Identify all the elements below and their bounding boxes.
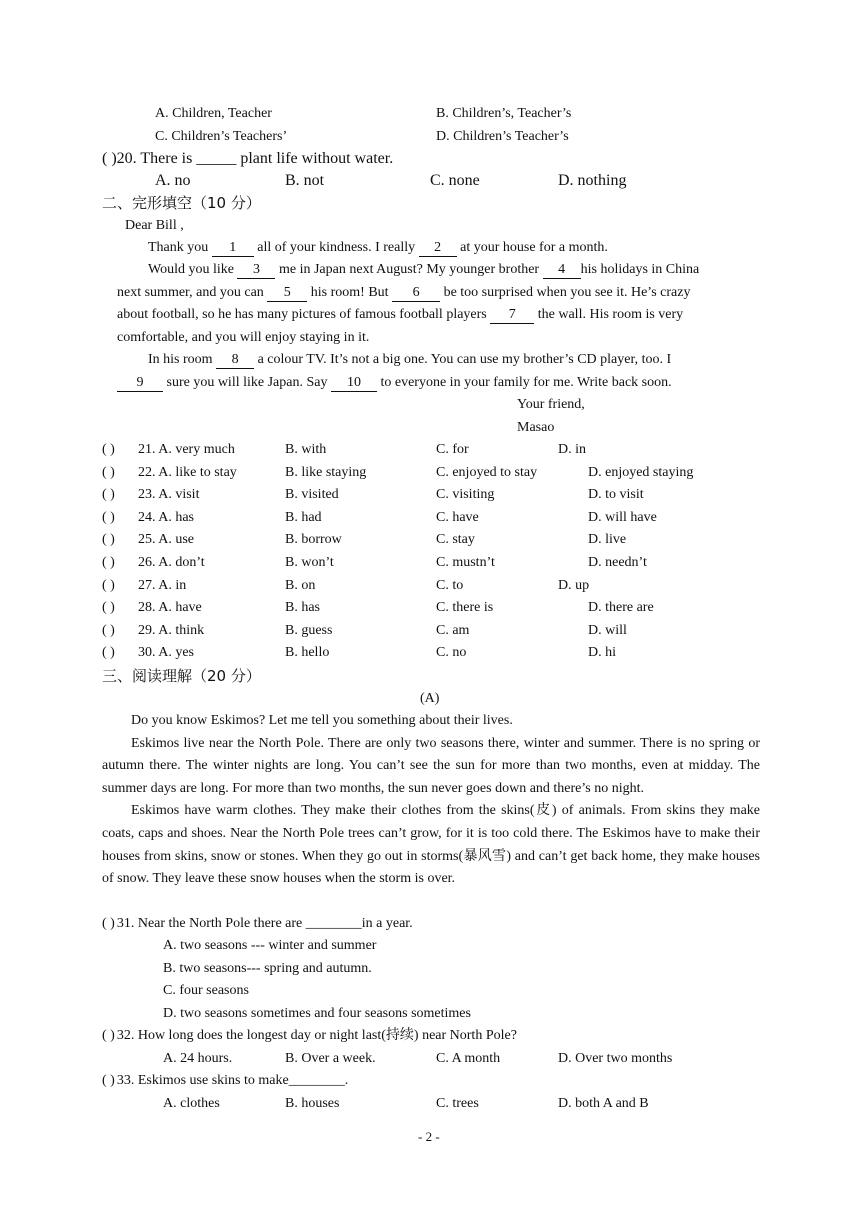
letter-paragraph-3-line-1: In his room 8 a colour TV. It’s not a big one. You can use my brother’s CD player, too. I xyxy=(148,352,672,367)
answer-paren[interactable]: ( ) xyxy=(102,623,115,638)
answer-paren[interactable]: ( ) xyxy=(102,442,115,457)
cloze-blank-5: 5 xyxy=(267,285,307,302)
q31-option-c: C. four seasons xyxy=(163,983,249,998)
cloze-blank-9: 9 xyxy=(117,375,163,392)
q20-stem: ( )20. There is _____ plant life without water. xyxy=(102,150,394,167)
letter-greeting: Dear Bill , xyxy=(125,218,184,233)
q19-option-b: B. Children’s, Teacher’s xyxy=(436,106,572,121)
letter-paragraph-2-line-2: next summer, and you can 5 his room! But 6 be too surprised when you see it. He’s crazy xyxy=(117,285,691,300)
section3-heading: 三、阅读理解（20 分） xyxy=(102,667,261,685)
answer-paren[interactable]: ( ) xyxy=(102,578,115,593)
q33-option-a: A. clothes xyxy=(163,1096,220,1111)
q33-option-c: C. trees xyxy=(436,1096,479,1111)
letter-paragraph-2-line-4: comfortable, and you will enjoy staying in it. xyxy=(117,330,370,345)
answer-paren[interactable]: ( ) xyxy=(102,150,117,167)
question-31: ( ) 31. Near the North Pole there are ________in a year. xyxy=(102,916,413,931)
q19-option-c: C. Children’s Teachers’ xyxy=(155,129,288,144)
exam-page: A. Children, Teacher B. Children’s, Teacher’s C. Children’s Teachers’ D. Children’s Teacher’s ( )20. There is _____ plant life without water. A. no B. not C. none D. nothing 二、完形填空（10 分） Dear Bill , Thank you 1 all of your kindness. I really 2 at your house for a month. Would you like 3 me in Japan next August? My younger brother 4 his holidays in China next summer, and you can 5 his room! But 6 be too surprised when you see it. He’s crazy about football, so he has many pictures of famous football players 7 the wall. His room is very comfortable, and you will enjoy staying in it. In his room 8 a colour TV. It’s not a big one. You can use my brother’s CD player, too. I 9 sure you will like Japan. Say 10 to everyone in your family for me. Write back soon. Your friend, Masao ( ) 21. A. very much B. with C. for D. in ( ) 22. A. like to stay B. like staying C. enjoyed to stay D. enjoyed staying ( ) 23. A. visit B. visited C. visiting D. to visit ( ) 24. A. has B. had C. have D. will have ( ) 25. A. use B. borrow C. stay D. live ( ) 26. A. don’t B. won’t C. mustn’t D. needn’t ( ) 27. A. in B. on C. to D. up ( ) 28. A. have B. has C. there is D. there are ( ) 29. A. think B. guess C. am D. will ( ) 30. A. yes B. hello C. no D. hi 三、阅读理解（20 分） (A) Do you know Eskimos? Let me tell you something about their lives. Eskimos live near the North Pole. There are only two seasons there, winter and summer. There is no spring or autumn there. The winter nights are long. You can’t see the sun for more than two months, even at midday. The summer days are long. For more than two months, the sun never goes down and there’s no night. Eskimos have warm clothes. They make their clothes from the skins(皮) of animals. From skins they make coats, caps and shoes. Near the North Pole trees can’t grow, for it is too cold there. The Eskimos have to make their houses from skins, snow or stones. When they go out in storms(暴风雪) and can’t get back home, they make houses of snow. They leave these snow houses when the storm is over. ( ) 31. Near the North Pole there are ________in a year. A. two seasons --- winter and summer B. two seasons--- spring and autumn. C. four seasons D. two seasons sometimes and four seasons sometimes ( ) 32. How long does the longest day or night last(持续) near North Pole? A. 24 hours. B. Over a week. C. A month D. Over two months ( ) 33. Eskimos use skins to make________. A. clothes B. houses C. trees D. both A and B - 2 - xyxy=(0,0,860,1216)
letter-closing: Your friend, xyxy=(517,397,585,412)
cloze-blank-10: 10 xyxy=(331,375,377,392)
answer-paren[interactable]: ( ) xyxy=(102,465,115,480)
q32-option-b: B. Over a week. xyxy=(285,1051,376,1066)
q20-option-b: B. not xyxy=(285,172,325,189)
q33-option-d: D. both A and B xyxy=(558,1096,649,1111)
q31-option-b: B. two seasons--- spring and autumn. xyxy=(163,961,372,976)
passage-paragraph-3: Eskimos have warm clothes. They make their clothes from the skins(皮) of animals. From skins they make coats, caps and shoes. Near the North Pole trees can’t grow, for it is too cold there. The Eskimos have to make their houses from skins, snow or stones. When they go out in storms(暴风雪) and can’t get back home, they make houses of snow. They leave these snow houses when the storm is over. xyxy=(102,803,760,887)
cloze-blank-7: 7 xyxy=(490,307,534,324)
cloze-blank-8: 8 xyxy=(216,352,254,369)
section2-heading: 二、完形填空（10 分） xyxy=(102,194,261,212)
answer-paren[interactable]: ( ) xyxy=(102,555,115,570)
cloze-blank-2: 2 xyxy=(419,240,457,257)
q19-option-a: A. Children, Teacher xyxy=(155,106,272,121)
q19-option-d: D. Children’s Teacher’s xyxy=(436,129,569,144)
cloze-blank-1: 1 xyxy=(212,240,254,257)
q20-option-d: D. nothing xyxy=(558,172,627,189)
q20-option-c: C. none xyxy=(430,172,480,189)
letter-paragraph-2-line-3: about football, so he has many pictures of famous football players 7 the wall. His room is very xyxy=(117,307,684,322)
passage-paragraph-1: Do you know Eskimos? Let me tell you something about their lives. xyxy=(131,713,513,728)
question-32: ( ) 32. How long does the longest day or night last(持续) near North Pole? xyxy=(102,1028,517,1043)
q33-option-b: B. houses xyxy=(285,1096,340,1111)
reading-passage xyxy=(102,710,760,891)
question-33: ( ) 33. Eskimos use skins to make________. xyxy=(102,1073,349,1088)
letter-paragraph-3-line-2: 9 sure you will like Japan. Say 10 to everyone in your family for me. Write back soon. xyxy=(117,373,672,393)
answer-paren[interactable]: ( ) xyxy=(102,600,115,615)
q31-option-a: A. two seasons --- winter and summer xyxy=(163,938,377,953)
answer-paren[interactable]: ( ) xyxy=(102,1073,115,1088)
answer-paren[interactable]: ( ) xyxy=(102,487,115,502)
q32-option-d: D. Over two months xyxy=(558,1051,673,1066)
page-number: - 2 - xyxy=(418,1129,440,1144)
answer-paren[interactable]: ( ) xyxy=(102,645,115,660)
answer-paren[interactable]: ( ) xyxy=(102,1028,115,1043)
letter-signature: Masao xyxy=(517,420,555,435)
q20-option-a: A. no xyxy=(155,172,191,189)
cloze-blank-6: 6 xyxy=(392,285,440,302)
q32-option-a: A. 24 hours. xyxy=(163,1051,233,1066)
passage-label: (A) xyxy=(420,691,440,706)
letter-paragraph-2-line-1: Would you like 3 me in Japan next August? My younger brother 4 his holidays in China xyxy=(148,262,700,277)
answer-paren[interactable]: ( ) xyxy=(102,532,115,547)
q31-option-d: D. two seasons sometimes and four seasons sometimes xyxy=(163,1006,471,1021)
passage-paragraph-2: Eskimos live near the North Pole. There are only two seasons there, winter and summer. There is no spring or autumn there. The winter nights are long. You can’t see the sun for more than two months, even at midday. The summer days are long. For more than two months, the sun never goes down and there’s no night. xyxy=(102,735,760,796)
q32-option-c: C. A month xyxy=(436,1051,501,1066)
answer-paren[interactable]: ( ) xyxy=(102,916,115,931)
cloze-blank-4: 4 xyxy=(543,262,581,279)
answer-paren[interactable]: ( ) xyxy=(102,510,115,525)
cloze-blank-3: 3 xyxy=(237,262,275,279)
letter-paragraph-1: Thank you 1 all of your kindness. I really 2 at your house for a month. xyxy=(148,240,608,255)
